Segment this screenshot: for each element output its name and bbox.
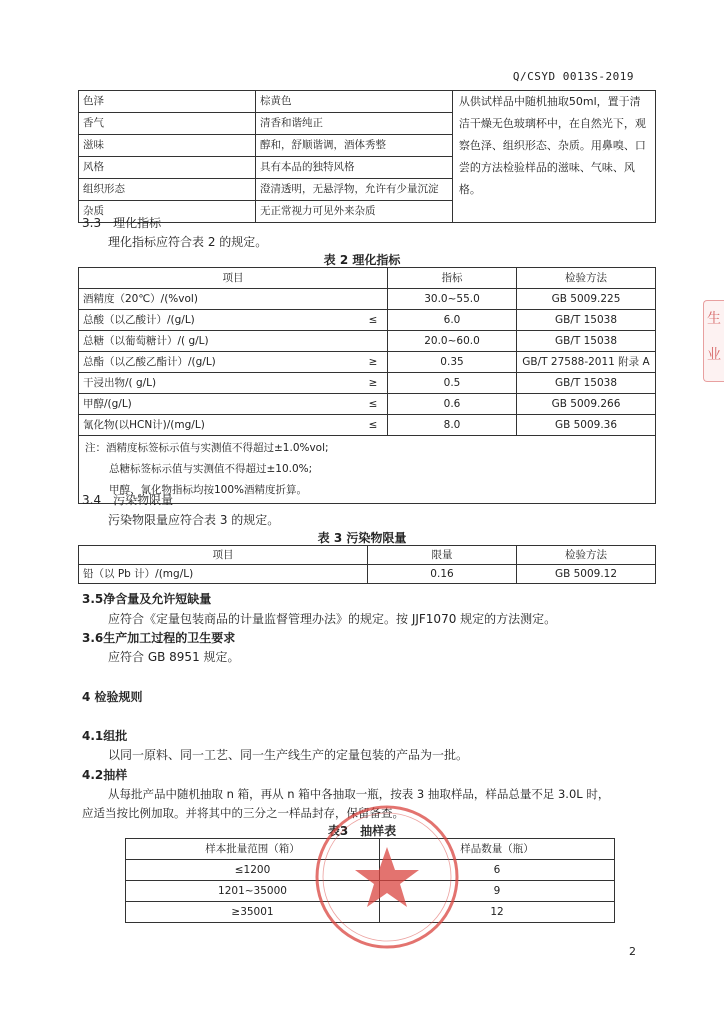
- table-cell: 6: [380, 860, 615, 881]
- contaminant-table: [78, 545, 656, 584]
- table-cell: 8.0: [388, 415, 517, 436]
- table-row: [79, 373, 656, 394]
- table-cell: ≥: [359, 352, 388, 373]
- table-cell: GB/T 15038: [517, 373, 656, 394]
- table-cell: 氰化物(以HCN计)/(mg/L): [79, 415, 360, 436]
- column-header: 样品数量（瓶）: [380, 839, 615, 860]
- table-caption: 表 2 理化指标: [323, 253, 401, 267]
- table-cell: 风格: [79, 157, 256, 179]
- column-header: 项目: [79, 546, 368, 565]
- paragraph: 理化指标应符合表 2 的规定。: [108, 235, 268, 249]
- paragraph: 从每批产品中随机抽取 n 箱，再从 n 箱中各抽取一瓶，按表 3 抽取样品，样品总量不足 3.0L 时，: [108, 787, 610, 801]
- column-header: 检验方法: [517, 546, 656, 565]
- table-row: [79, 394, 656, 415]
- table-cell: 总酯（以乙酸乙酯计）/(g/L): [79, 352, 360, 373]
- table-cell: 0.6: [388, 394, 517, 415]
- table-caption: 表3 抽样表: [327, 824, 397, 838]
- company-seal-stamp: [312, 802, 462, 952]
- table-row: [79, 91, 656, 113]
- table-cell: 澄清透明，无悬浮物，允许有少量沉淀: [256, 179, 453, 201]
- paragraph: 污染物限量应符合表 3 的规定。: [108, 513, 280, 527]
- table-cell: 9: [380, 881, 615, 902]
- table-row: [79, 331, 656, 352]
- table-cell: 0.5: [388, 373, 517, 394]
- table-cell: 30.0~55.0: [388, 289, 517, 310]
- table-cell: 总糖（以葡萄糖计）/( g/L): [79, 331, 360, 352]
- note-line: 总糖标签标示值与实测值不得超过±10.0%;: [109, 463, 313, 475]
- section-heading: 4 检验规则: [82, 690, 143, 704]
- table-cell: 酒精度（20℃）/(%vol): [79, 289, 360, 310]
- table-cell: 色泽: [79, 91, 256, 113]
- table-cell: 干浸出物/( g/L): [79, 373, 360, 394]
- table-cell: GB 5009.36: [517, 415, 656, 436]
- note-line: 注：酒精度标签标示值与实测值不得超过±1.0%vol;: [85, 442, 329, 454]
- document-number: Q/CSYD 0013S-2019: [512, 70, 634, 83]
- table-cell: 总酸（以乙酸计）/(g/L): [79, 310, 360, 331]
- table-cell: 铅（以 Pb 计）/(mg/L): [79, 565, 368, 584]
- paragraph: 应符合 GB 8951 规定。: [108, 650, 240, 664]
- table-row: [79, 565, 656, 584]
- column-header: 项目: [79, 268, 388, 289]
- page-edge-tab: 生 业: [703, 300, 724, 382]
- table-cell: 棕黄色: [256, 91, 453, 113]
- table-cell: 12: [380, 902, 615, 923]
- table-cell: ≤1200: [126, 860, 380, 881]
- column-header: 检验方法: [517, 268, 656, 289]
- table-cell: ≥: [359, 373, 388, 394]
- table-cell: 组织形态: [79, 179, 256, 201]
- table-cell: GB 5009.225: [517, 289, 656, 310]
- table-header-row: [79, 546, 656, 565]
- column-header: 限量: [368, 546, 517, 565]
- table-cell: [359, 289, 388, 310]
- table-cell: ≥35001: [126, 902, 380, 923]
- table-cell: 清香和谐纯正: [256, 113, 453, 135]
- table-cell: ≤: [359, 394, 388, 415]
- table-cell: 醇和，舒顺谐调，酒体秀整: [256, 135, 453, 157]
- method-cell: 从供试样品中随机抽取50ml，置于清洁干燥无色玻璃杯中，在自然光下，观察色泽、组织形态、杂质。用鼻嗅、口尝的方法检验样品的滋味、气味、风格。: [452, 91, 655, 223]
- note-line: 甲醇、氰化物指标均按100%酒精度折算。: [109, 484, 308, 496]
- paragraph: 以同一原料、同一工艺、同一生产线生产的定量包装的产品为一批。: [108, 748, 469, 762]
- table-cell: GB/T 15038: [517, 331, 656, 352]
- table-cell: [359, 331, 388, 352]
- section-heading: 4.2抽样: [82, 768, 128, 782]
- table-cell: 0.35: [388, 352, 517, 373]
- physicochemical-table: [78, 267, 656, 504]
- section-heading: 3.6生产加工过程的卫生要求: [82, 631, 236, 645]
- table-cell: 1201~35000: [126, 881, 380, 902]
- table-row: [79, 352, 656, 373]
- table-cell: GB/T 27588-2011 附录 A: [517, 352, 656, 373]
- table-cell: 具有本品的独特风格: [256, 157, 453, 179]
- section-heading: 4.1组批: [82, 729, 128, 743]
- table-row: [79, 310, 656, 331]
- sensory-table: [78, 90, 656, 223]
- section-heading: 3.3 理化指标: [82, 216, 162, 230]
- table-cell: 甲醇/(g/L): [79, 394, 360, 415]
- column-header: 指标: [388, 268, 517, 289]
- column-header: 样本批量范围（箱）: [126, 839, 380, 860]
- table-header-row: [79, 268, 656, 289]
- section-heading: 3.4 污染物限量: [82, 493, 174, 507]
- table-cell: 杂质: [79, 201, 256, 223]
- table-cell: 6.0: [388, 310, 517, 331]
- paragraph: 应适当按比例加取。并将其中的三分之一样品封存，保留备查。: [82, 806, 404, 820]
- section-heading: 3.5净含量及允许短缺量: [82, 592, 212, 606]
- table-cell: GB 5009.266: [517, 394, 656, 415]
- table-cell: ≤: [359, 415, 388, 436]
- table-cell: GB 5009.12: [517, 565, 656, 584]
- table-caption: 表 3 污染物限量: [317, 531, 407, 545]
- table-cell: 无正常视力可见外来杂质: [256, 201, 453, 223]
- table-cell: 香气: [79, 113, 256, 135]
- paragraph: 应符合《定量包装商品的计量监督管理办法》的规定。按 JJF1070 规定的方法测定。: [108, 612, 557, 626]
- page-number: 2: [629, 945, 636, 958]
- table-cell: GB/T 15038: [517, 310, 656, 331]
- table-cell: ≤: [359, 310, 388, 331]
- table-cell: 20.0~60.0: [388, 331, 517, 352]
- table-cell: 滋味: [79, 135, 256, 157]
- table-row: [79, 289, 656, 310]
- table-cell: 0.16: [368, 565, 517, 584]
- table-row: [79, 415, 656, 436]
